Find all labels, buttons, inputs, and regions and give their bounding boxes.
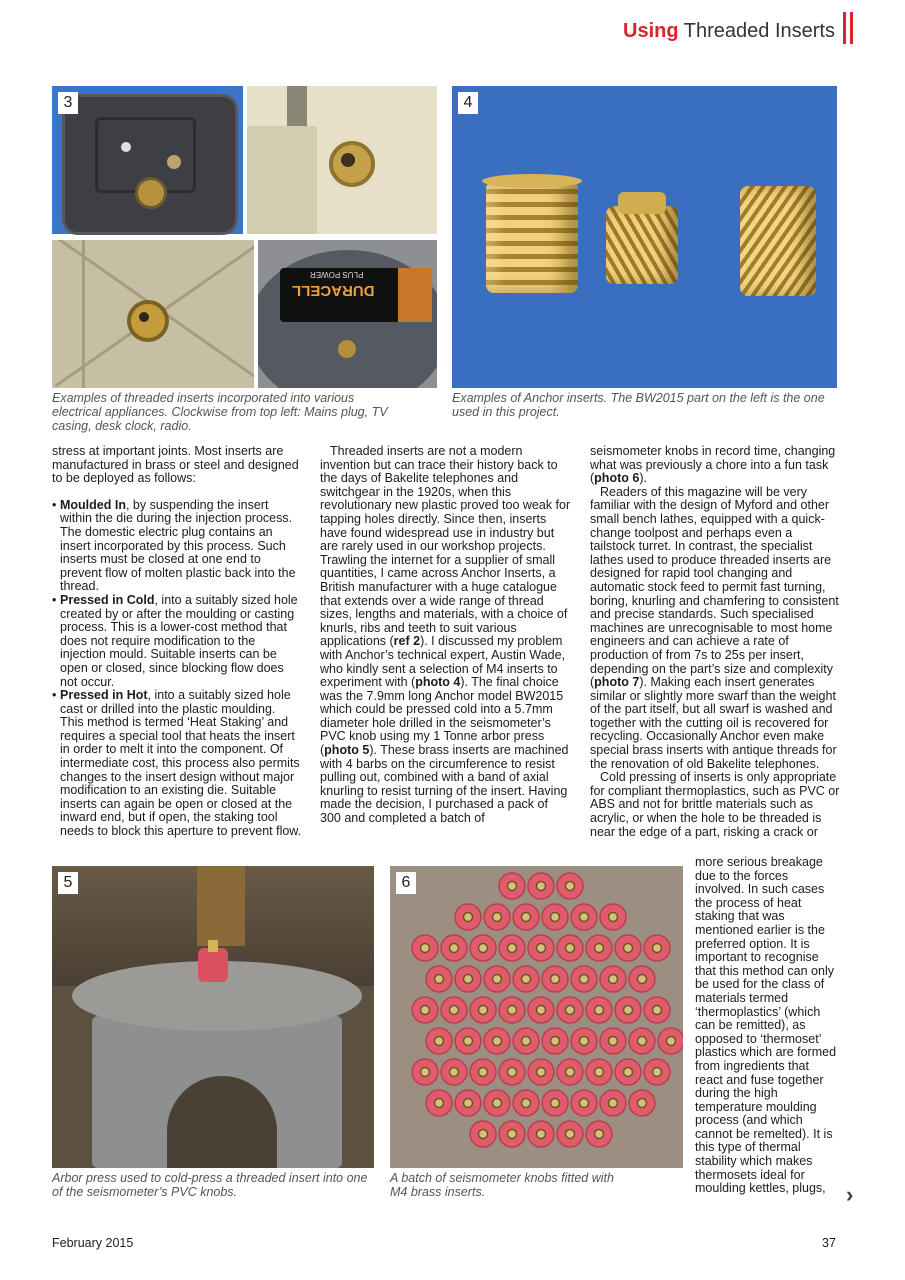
photo-5 — [52, 866, 374, 1168]
press-base — [92, 1016, 342, 1168]
caption-photo-5: Arbor press used to cold-press a threaded insert into one of the seismometer’s PVC knobs. — [52, 1171, 368, 1199]
list-item: • Pressed in Hot, into a suitably sized hole cast or drilled into the plastic moulding. This method is termed ‘Heat Staking’ and requires a special tool that heats the insert in order to melt it into the component. Of intermediate cost, this process also permits changes to the insert design without major modification to an existing die. Suitable inserts can again be open or closed at the inward end, but if open, the staking tool needs to block this aperture to prevent flow. — [52, 689, 302, 839]
photo-4 — [452, 86, 837, 388]
brass-insert — [493, 1037, 502, 1046]
brass-insert — [537, 1068, 546, 1077]
caption-photo-6: A batch of seismometer knobs fitted with M4 brass inserts. — [390, 1171, 614, 1199]
brass-insert — [522, 1037, 531, 1046]
photo-3 — [52, 86, 437, 388]
photo-3-desk-clock — [52, 240, 254, 388]
brass-insert — [580, 975, 589, 984]
brass-insert — [450, 1006, 459, 1015]
header-bars — [843, 12, 855, 44]
insert-bw2015 — [486, 181, 578, 293]
deployment-list — [52, 499, 302, 839]
brass-insert — [595, 1130, 604, 1139]
brass-insert — [595, 1006, 604, 1015]
text-column-3 — [590, 445, 840, 839]
brass-insert — [464, 1099, 473, 1108]
brass-insert — [609, 975, 618, 984]
brass-insert — [566, 882, 575, 891]
brass-insert — [435, 1099, 444, 1108]
brass-insert — [464, 913, 473, 922]
brass-insert — [551, 1099, 560, 1108]
brass-insert — [450, 1068, 459, 1077]
brass-insert — [479, 1068, 488, 1077]
brass-insert — [493, 975, 502, 984]
brass-insert — [609, 1037, 618, 1046]
brass-insert — [508, 1068, 517, 1077]
knob-cluster — [390, 866, 683, 1168]
brass-insert — [493, 913, 502, 922]
brass-insert — [508, 944, 517, 953]
photo-3-plug — [52, 86, 243, 234]
pvc-knob — [198, 948, 228, 982]
text-column-3-continued: more serious breakage due to the forces involved. In such cases the process of heat staking that was mentioned earlier is the preferred option. It is important to recognise that this method can only be used for the class of materials termed ‘thermoplastics’ (which can be remitted), as opposed to ‘thermoset’ plastics which are formed from ingredients that react and fuse together during the high temperature moulding process (and which cannot be remelted). It is this type of thermal stability which makes thermosets ideal for moulding kettles, plugs, — [695, 855, 837, 1196]
brass-insert — [493, 1099, 502, 1108]
brass-insert — [595, 1068, 604, 1077]
brass-insert — [537, 1006, 546, 1015]
brass-insert — [537, 1130, 546, 1139]
photo-6 — [390, 866, 683, 1168]
text-column-2 — [320, 445, 572, 826]
brass-insert — [450, 944, 459, 953]
list-item: • Pressed in Cold, into a suitably sized hole created by or after the moulding or casting process. This is a lower-cost method that does not require modification to the injection mould. Suitable inserts can be open or closed, since blocking flow does not occur. — [52, 594, 302, 689]
battery-brand: DURACELL — [292, 282, 375, 299]
brass-insert — [653, 944, 662, 953]
brass-insert — [421, 1006, 430, 1015]
brass-insert — [522, 975, 531, 984]
brass-insert — [508, 1006, 517, 1015]
brass-insert — [566, 1006, 575, 1015]
brass-insert — [653, 1068, 662, 1077]
col1-intro: stress at important joints. Most inserts are manufactured in brass or steel and designed to be deployed as follows: — [52, 444, 299, 486]
header-rest: Threaded Inserts — [683, 20, 835, 42]
insert-middle — [606, 206, 678, 284]
list-item: • Moulded In, by suspending the insert within the die during the injection process. The domestic electric plug contains an insert incorporated by this process. Such inserts must be closed at one end to prevent flow of molten plastic back into the thread. — [52, 499, 302, 594]
press-ram — [197, 866, 245, 946]
brass-insert — [638, 1099, 647, 1108]
photo-number: 5 — [58, 872, 78, 894]
photo-number: 6 — [396, 872, 416, 894]
brass-insert — [566, 1130, 575, 1139]
brass-insert — [580, 1037, 589, 1046]
brass-insert — [624, 1068, 633, 1077]
brass-insert — [508, 1130, 517, 1139]
brass-insert — [479, 1006, 488, 1015]
brass-insert — [435, 1037, 444, 1046]
col3-paragraph-1: seismometer knobs in record time, changing what was previously a chore into a fun task (photo 6). — [590, 444, 836, 486]
brass-insert — [580, 1099, 589, 1108]
col2-paragraph: Threaded inserts are not a modern invention but can trace their history back to the days of Bakelite telephones and switchgear in the 1920s, when this revolutionary new plastic proved too weak for tapping holes directly. Since then, inserts have found widespread use in industry but are rarely used in our workshop projects. Trawling the internet for a supplier of small quantities, I came across Anchor Inserts, a British manufacturer with a huge catalogue that extends over a wide range of thread sizes, lengths and materials, with a choice of knurls, ribs and teeth to suit various applications (ref 2). I discussed my problem with Anchor’s technical expert, Austin Wade, who kindly sent a selection of M4 inserts to experiment with (photo 4). The final choice was the 7.9mm long Anchor model BW2015 which could be pressed cold into a 5.7mm diameter hole drilled in the seismometer’s PVC knob using my 1 Tonne arbor press (photo 5). These brass inserts are machined with 4 barbs on the circumference to resist pulling out, combined with a band of axial knurling to resist turning of the insert. Having made the decision, I purchased a pack of 300 and completed a batch of — [320, 444, 571, 826]
col3-paragraph-2: Readers of this magazine will be very familiar with the design of Myford and other small bench lathes, equipped with a quick-change toolpost and perhaps even a tailstock turret. In contrast, the specialist lathes used to produce threaded inserts are designed for rapid tool changing and automatic stock feed to permit fast turning, boring, knurling and chamfering to consistent and precise standards. Such specialised machines are unrecognisable to most home engineers and can achieve a rate of production of from 7s to 25s per insert, depending on the part’s size and complexity (photo 7). Making each insert generates similar or slightly more swarf than the weight of the part itself, but all swarf is washed and together with the cutting oil is recovered for recycling. Occasionally Anchor even make special brass inserts with antique threads for the renovation of old Bakelite telephones. — [590, 484, 839, 771]
brass-insert — [435, 975, 444, 984]
brass-insert — [508, 882, 517, 891]
caption-photo-3: Examples of threaded inserts incorporated into various electrical appliances. Clockwise from top left: Mains plug, TV casing, desk clock, radio. — [52, 391, 388, 433]
photo-3-tv-casing — [247, 86, 437, 234]
brass-insert — [551, 913, 560, 922]
footer-page-number: 37 — [822, 1236, 836, 1250]
brass-insert — [522, 1099, 531, 1108]
photo-number: 3 — [58, 92, 78, 114]
brass-insert — [638, 975, 647, 984]
brass-insert — [421, 1068, 430, 1077]
brass-insert — [479, 944, 488, 953]
brass-insert — [479, 1130, 488, 1139]
text-column-1 — [52, 445, 302, 839]
photo-number: 4 — [458, 92, 478, 114]
brass-insert — [537, 944, 546, 953]
brass-insert — [667, 1037, 676, 1046]
brass-insert — [551, 975, 560, 984]
brass-insert — [537, 882, 546, 891]
col3-paragraph-3: Cold pressing of inserts is only appropriate for compliant thermoplastics, such as PVC or ABS and not for brittle materials such as acrylic, or when the hole to be threaded is near the edge of a part, risking a crack or — [590, 770, 840, 839]
brass-insert — [580, 913, 589, 922]
brass-insert — [566, 944, 575, 953]
brass-insert — [653, 1006, 662, 1015]
brass-insert — [595, 944, 604, 953]
photo-3-radio — [258, 240, 437, 388]
brass-insert — [624, 944, 633, 953]
brass-insert — [566, 1068, 575, 1077]
insert-right — [740, 186, 816, 296]
header-bold: Using — [623, 20, 679, 42]
footer-date: February 2015 — [52, 1236, 134, 1250]
brass-insert — [421, 944, 430, 953]
brass-insert — [638, 1037, 647, 1046]
brass-insert — [609, 913, 618, 922]
brass-insert — [624, 1006, 633, 1015]
brass-insert — [551, 1037, 560, 1046]
brass-insert — [464, 975, 473, 984]
chevron-right-icon: › — [846, 1182, 854, 1207]
brass-insert — [609, 1099, 618, 1108]
caption-photo-4: Examples of Anchor inserts. The BW2015 part on the left is the one used in this project. — [452, 391, 825, 419]
brass-insert — [464, 1037, 473, 1046]
brass-insert — [522, 913, 531, 922]
running-header — [623, 20, 835, 43]
battery-sub: PLUS POWER — [310, 270, 364, 279]
